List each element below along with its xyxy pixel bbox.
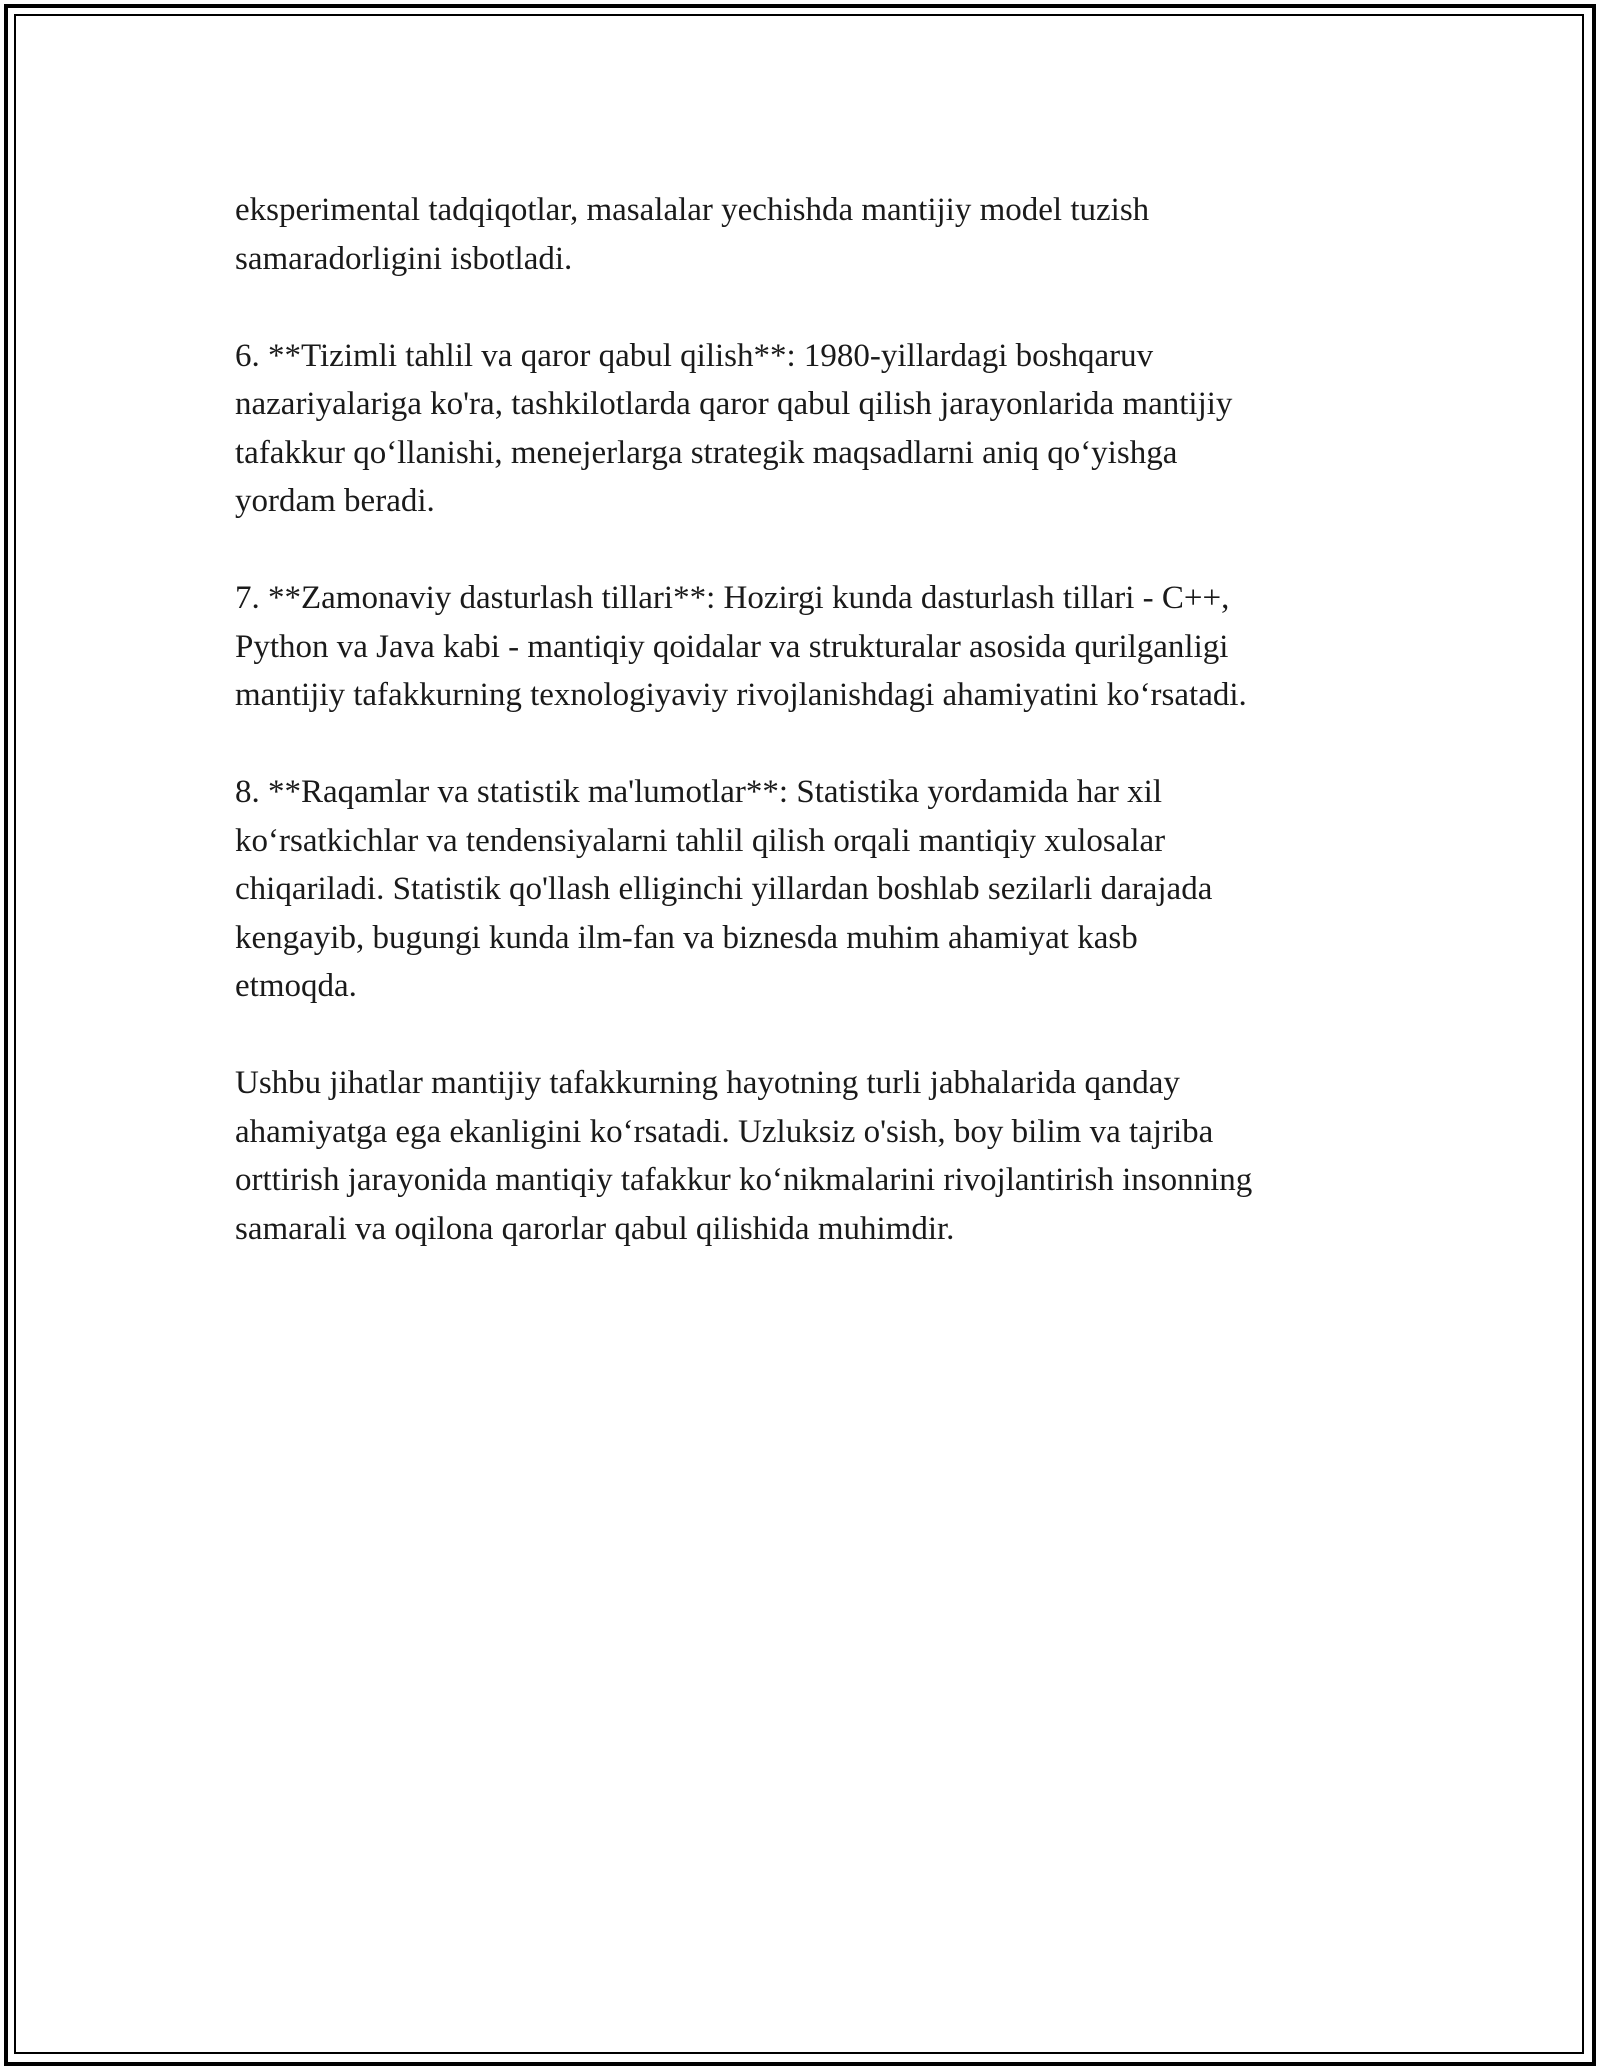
- paragraph-item-8: 8. **Raqamlar va statistik ma'lumotlar**: Statistika yordamida har xil ko‘rsatkichlar va tendensiyalarni tahlil qilish orqali mantiqiy xulosalar chiqariladi. Statistik qo'llash elliginchi yillardan boshlab sezilarli darajada kengayib, bugungi kunda ilm-fan va biznesda muhim ahamiyat kasb etmoqda.: [235, 774, 1213, 1004]
- document-body: [235, 186, 1375, 1302]
- paragraph-item-7: 7. **Zamonaviy dasturlash tillari**: Hozirgi kunda dasturlash tillari - C++, Python va Java kabi - mantiqiy qoidalar va strukturalar asosida qurilganligi mantijiy tafakkurning texnologiyaviy rivojlanishdagi ahamiyatini ko‘rsatadi.: [235, 580, 1247, 713]
- paragraph-continuation: eksperimental tadqiqotlar, masalalar yechishda mantijiy model tuzish samaradorligini isbotladi.: [235, 192, 1150, 277]
- paragraph-conclusion: Ushbu jihatlar mantijiy tafakkurning hayotning turli jabhalarida qanday ahamiyatga ega ekanligini ko‘rsatadi. Uzluksiz o'sish, boy bilim va tajriba orttirish jarayonida mantiqiy tafakkur ko‘nikmalarini rivojlantirish insonning samarali va oqilona qarorlar qabul qilishida muhimdir.: [235, 1065, 1253, 1247]
- paragraph-item-6: 6. **Tizimli tahlil va qaror qabul qilish**: 1980-yillardagi boshqaruv nazariyalariga ko'ra, tashkilotlarda qaror qabul qilish jarayonlarida mantijiy tafakkur qo‘llanishi, menejerlarga strategik maqsadlarni aniq qo‘yishga yordam beradi.: [235, 337, 1233, 519]
